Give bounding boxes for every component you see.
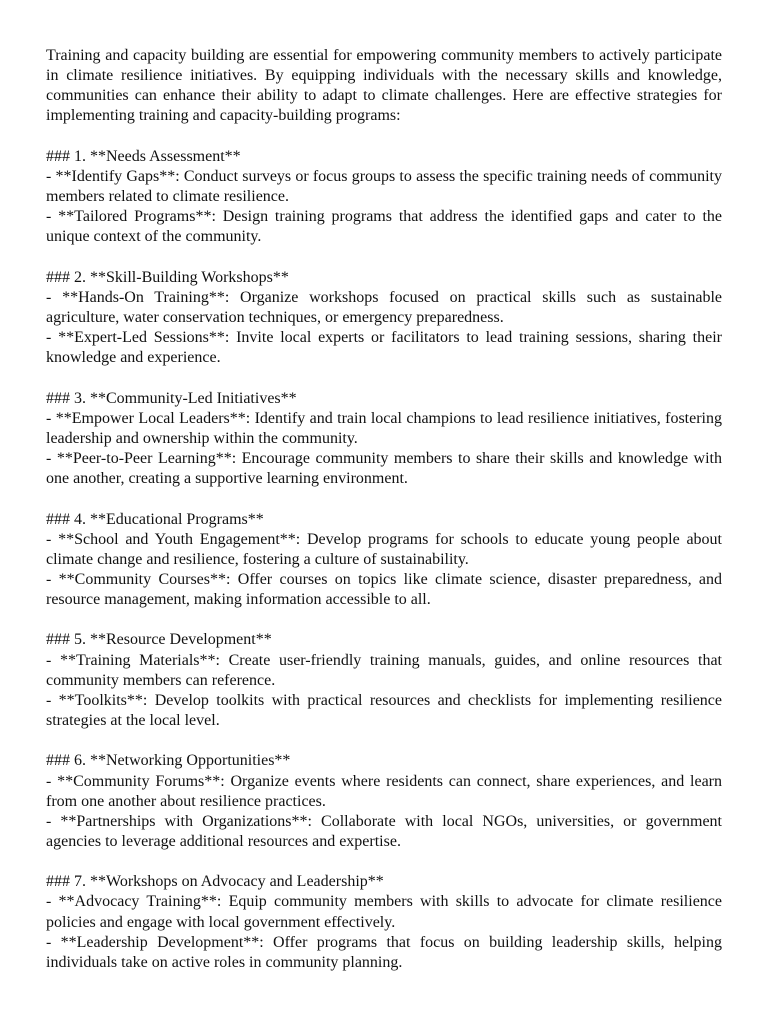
intro-paragraph: Training and capacity building are essential for empowering community members to actively participate in climate resilience initiatives. By equipping individuals with the necessary skills and knowledge, communities can enhance their ability to adapt to climate challenges. Here are effective strategies for implementing training and capacity-building programs: (46, 47, 722, 125)
section-6 (46, 751, 722, 852)
section-1 (46, 147, 722, 248)
bullet-item: - **School and Youth Engagement**: Develop programs for schools to educate young people about climate change and resilience, fostering a culture of sustainability. (46, 530, 722, 568)
bullet-item: - **Community Forums**: Organize events where residents can connect, share experiences, and learn from one another about resilience practices. (46, 772, 722, 810)
bullet-item: - **Leadership Development**: Offer programs that focus on building leadership skills, helping individuals take on active roles in community planning. (46, 933, 722, 971)
section-5 (46, 630, 722, 731)
bullet-item: - **Expert-Led Sessions**: Invite local experts or facilitators to lead training sessions, sharing their knowledge and experience. (46, 329, 722, 367)
bullet-item: - **Empower Local Leaders**: Identify and train local champions to lead resilience initiatives, fostering leadership and ownership within the community. (46, 409, 722, 447)
bullet-item: - **Community Courses**: Offer courses on topics like climate science, disaster preparedness, and resource management, making information accessible to all. (46, 571, 722, 609)
section-heading: ### 7. **Workshops on Advocacy and Leadership** (46, 873, 384, 891)
bullet-item: - **Advocacy Training**: Equip community members with skills to advocate for climate resilience policies and engage with local government effectively. (46, 893, 722, 931)
section-heading: ### 6. **Networking Opportunities** (46, 752, 291, 770)
bullet-item: - **Tailored Programs**: Design training programs that address the identified gaps and cater to the unique context of the community. (46, 208, 722, 246)
section-heading: ### 1. **Needs Assessment** (46, 147, 241, 165)
bullet-item: - **Toolkits**: Develop toolkits with practical resources and checklists for implementing resilience strategies at the local level. (46, 691, 722, 730)
bullet-item: - **Hands-On Training**: Organize workshops focused on practical skills such as sustainable agriculture, water conservation techniques, or emergency preparedness. (46, 288, 722, 326)
bullet-item: - **Peer-to-Peer Learning**: Encourage community members to share their skills and knowledge with one another, creating a supportive learning environment. (46, 450, 722, 488)
section-3 (46, 389, 722, 490)
document-body (46, 46, 722, 973)
bullet-item: - **Partnerships with Organizations**: Collaborate with local NGOs, universities, or government agencies to leverage additional resources and expertise. (46, 812, 722, 850)
section-heading: ### 3. **Community-Led Initiatives** (46, 389, 297, 407)
bullet-item: - **Identify Gaps**: Conduct surveys or focus groups to assess the specific training needs of community members related to climate resilience. (46, 167, 722, 206)
section-heading: ### 4. **Educational Programs** (46, 510, 264, 528)
section-heading: ### 2. **Skill-Building Workshops** (46, 268, 289, 286)
bullet-item: - **Training Materials**: Create user-friendly training manuals, guides, and online resources that community members can reference. (46, 651, 722, 689)
section-7 (46, 872, 722, 973)
section-4 (46, 510, 722, 611)
section-heading: ### 5. **Resource Development** (46, 631, 272, 649)
section-2 (46, 268, 722, 369)
